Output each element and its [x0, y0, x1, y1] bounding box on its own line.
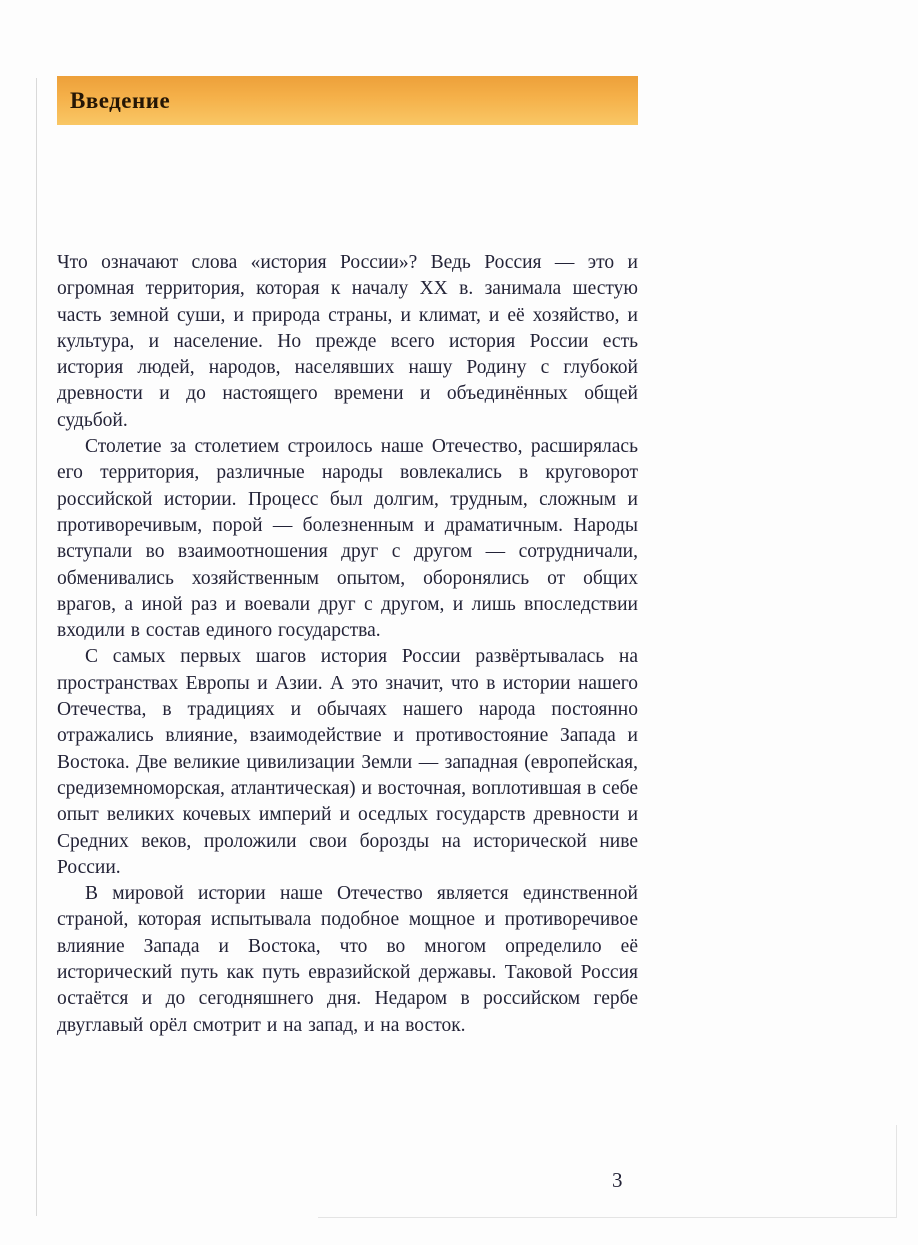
- body-text: [57, 250, 638, 1039]
- paragraph-4: В мировой истории наше Отечество является единственной страной, которая испытывала подобное мощное и противоречивое влияние Запада и Востока, что во многом определило её исторический путь как путь евразийской державы. Таковой Россия остаётся и до сегодняшнего дня. Недаром в российском гербе двуглавый орёл смотрит и на запад, и на восток.: [57, 883, 638, 1036]
- page-edge-right: [896, 1125, 897, 1218]
- chapter-header-banner: [57, 76, 638, 125]
- page-edge-bottom: [318, 1217, 896, 1218]
- paragraph-1: Что означают слова «история России»? Ведь Россия — это и огромная территория, которая к началу XX в. занимала шестую часть земной суши, и природа страны, и климат, и её хозяйство, и культура, и население. Но прежде всего история России есть история людей, народов, населявших нашу Родину с глубокой древности и до настоящего времени и объединённых общей судьбой.: [57, 252, 638, 431]
- paragraph-2: Столетие за столетием строилось наше Отечество, расширялась его территория, различные народы вовлекались в круговорот российской истории. Процесс был долгим, трудным, сложным и противоречивым, порой — болезненным и драматичным. Народы вступали во взаимоотношения друг с другом — сотрудничали, обменивались хозяйственным опытом, оборонялись от общих врагов, а иной раз и воевали друг с другом, и лишь впоследствии входили в состав единого государства.: [57, 436, 638, 642]
- page-edge-left: [36, 78, 37, 1216]
- paragraph-3: С самых первых шагов история России развёртывалась на пространствах Европы и Азии. А это значит, что в истории нашего Отечества, в традициях и обычаях нашего народа постоянно отражались влияние, взаимодействие и противостояние Запада и Востока. Две великие цивилизации Земли — западная (европейская, средиземноморская, атлантическая) и восточная, воплотившая в себе опыт великих кочевых империй и оседлых государств древности и Средних веков, проложили свои борозды на исторической ниве России.: [57, 646, 638, 878]
- chapter-title: Введение: [70, 87, 171, 113]
- page-number: 3: [612, 1168, 623, 1192]
